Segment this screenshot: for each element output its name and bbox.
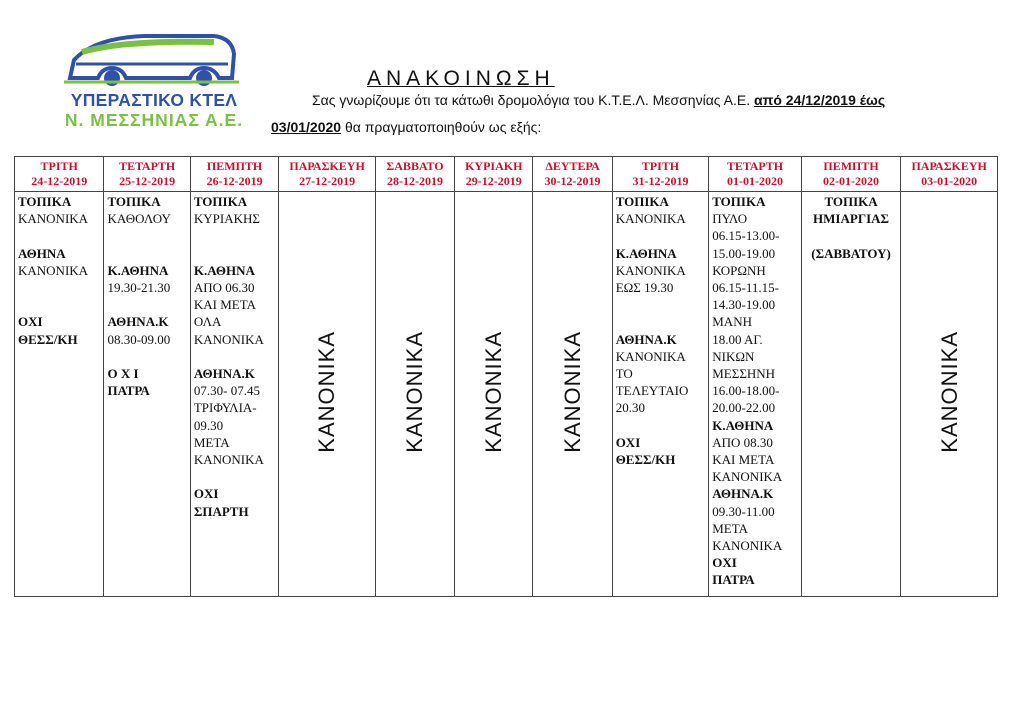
schedule-cell-30-12: ΚΑΝΟΝΙΚΑ (533, 192, 612, 597)
header-cell: ΤΡΙΤΗ 31-12-2019 (612, 157, 709, 192)
header-cell: ΤΡΙΤΗ 24-12-2019 (15, 157, 104, 192)
logo-text-line2: Ν. ΜΕΣΣΗΝΙΑΣ Α.Ε. (64, 110, 244, 130)
intro-date-end: 03/01/2020 (271, 119, 342, 135)
logo-text-line1: ΥΠΕΡΑΣΤΙΚΟ ΚΤΕΛ (70, 90, 238, 110)
logo (56, 30, 246, 130)
header-cell: ΠΕΜΠΤΗ 02-01-2020 (801, 157, 901, 192)
schedule-cell-02-01: ΤΟΠΙΚΑ ΗΜΙΑΡΓΙΑΣ (ΣΑΒΒΑΤΟΥ) (801, 192, 901, 597)
bus-icon (64, 30, 239, 88)
intro-line2 (271, 119, 541, 135)
header-cell: ΔΕΥΤΕΡΑ 30-12-2019 (533, 157, 612, 192)
header-cell: ΠΑΡΑΣΚΕΥΗ 27-12-2019 (279, 157, 376, 192)
header-cell: ΣΑΒΒΑΤΟ 28-12-2019 (375, 157, 454, 192)
intro-text2: θα πραγματοποιηθούν ως εξής: (341, 119, 542, 135)
header-cell: ΤΕΤΑΡΤΗ 25-12-2019 (104, 157, 190, 192)
schedule-cell-25-12: ΤΟΠΙΚΑ ΚΑΘΟΛΟΥ Κ.ΑΘΗΝΑ 19.30-21.30 ΑΘΗΝΑ.Κ 08.30-09.00 Ο Χ Ι ΠΑΤΡΑ (104, 192, 190, 597)
schedule-cell-31-12: ΤΟΠΙΚΑ ΚΑΝΟΝΙΚΑ Κ.ΑΘΗΝΑ ΚΑΝΟΝΙΚΑ ΕΩΣ 19.30 ΑΘΗΝΑ.Κ ΚΑΝΟΝΙΚΑ ΤΟ ΤΕΛΕΥΤΑΙΟ 20.30 ΟΧΙ ΘΕΣΣ/ΚΗ (612, 192, 709, 597)
header-cell: ΤΕΤΑΡΤΗ 01-01-2020 (709, 157, 802, 192)
schedule-cell-03-01: ΚΑΝΟΝΙΚΑ (901, 192, 998, 597)
intro-date-start: από 24/12/2019 έως (754, 92, 886, 108)
intro-text1: Σας γνωρίζουμε ότι τα κάτωθι δρομολόγια του Κ.Τ.Ε.Λ. Μεσσηνίας Α.Ε. (312, 92, 755, 108)
intro-line1 (312, 92, 885, 108)
schedule-table (14, 156, 998, 597)
schedule-cell-29-12: ΚΑΝΟΝΙΚΑ (455, 192, 533, 597)
header-cell: ΠΕΜΠΤΗ 26-12-2019 (190, 157, 278, 192)
schedule-cell-27-12: ΚΑΝΟΝΙΚΑ (279, 192, 376, 597)
schedule-cell-28-12: ΚΑΝΟΝΙΚΑ (375, 192, 454, 597)
page-title: ΑΝΑΚΟΙΝΩΣΗ (367, 67, 555, 90)
schedule-row (15, 192, 998, 597)
header-row (15, 157, 998, 192)
header-cell: ΚΥΡΙΑΚΗ 29-12-2019 (455, 157, 533, 192)
schedule-cell-24-12: ΤΟΠΙΚΑ ΚΑΝΟΝΙΚΑ ΑΘΗΝΑ ΚΑΝΟΝΙΚΑ ΟΧΙ ΘΕΣΣ/ΚΗ (15, 192, 104, 597)
schedule-cell-26-12: ΤΟΠΙΚΑ ΚΥΡΙΑΚΗΣ Κ.ΑΘΗΝΑ ΑΠΟ 06.30 ΚΑΙ ΜΕΤΑ ΟΛΑ ΚΑΝΟΝΙΚΑ ΑΘΗΝΑ.Κ 07.30- 07.45 ΤΡΙΦΥΛΙΑ- 09.30 ΜΕΤΑ ΚΑΝΟΝΙΚΑ ΟΧΙ ΣΠΑΡΤΗ (190, 192, 278, 597)
schedule-cell-01-01: ΤΟΠΙΚΑ ΠΥΛΟ 06.15-13.00- 15.00-19.00 ΚΟΡΩΝΗ 06.15-11.15- 14.30-19.00 ΜΑΝΗ 18.00 ΑΓ. ΝΙΚΩΝ ΜΕΣΣΗΝΗ 16.00-18.00- 20.00-22.00 Κ.ΑΘΗΝΑ ΑΠΟ 08.30 ΚΑΙ ΜΕΤΑ ΚΑΝΟΝΙΚΑ ΑΘΗΝΑ.Κ 09.30-11.00 ΜΕΤΑ ΚΑΝΟΝΙΚΑ ΟΧΙ ΠΑΤΡΑ (709, 192, 802, 597)
header-cell: ΠΑΡΑΣΚΕΥΗ 03-01-2020 (901, 157, 998, 192)
